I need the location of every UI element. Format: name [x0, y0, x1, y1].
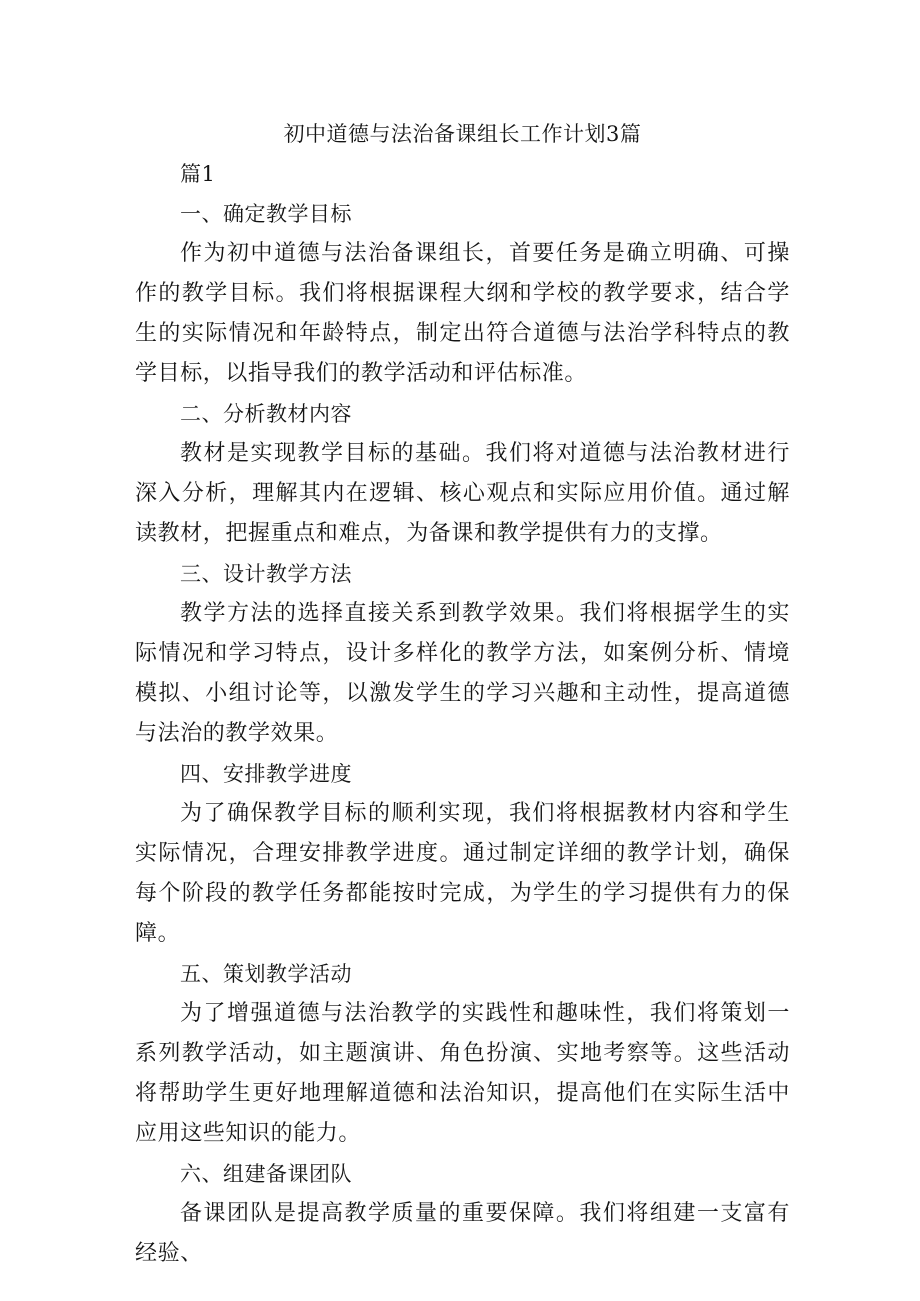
section-body-1: 作为初中道德与法治备课组长，首要任务是确立明确、可操作的教学目标。我们将根据课程大纲和学校的教学要求，结合学生的实际情况和年龄特点，制定出符合道德与法治学科特点的教学目标，以指导我们的教学活动和评估标准。 [135, 241, 790, 386]
section-heading-5: 五、策划教学活动 [180, 962, 352, 986]
document-content [135, 114, 790, 1274]
section-heading-4: 四、安排教学进度 [180, 762, 352, 786]
section-heading-2: 二、分析教材内容 [180, 402, 352, 426]
section-body-4: 为了确保教学目标的顺利实现，我们将根据教材内容和学生实际情况，合理安排教学进度。通过制定详细的教学计划，确保每个阶段的教学任务都能按时完成，为学生的学习提供有力的保障。 [135, 801, 790, 946]
section-body-3: 教学方法的选择直接关系到教学效果。我们将根据学生的实际情况和学习特点，设计多样化的教学方法，如案例分析、情境模拟、小组讨论等，以激发学生的学习兴趣和主动性，提高道德与法治的教学效果。 [135, 601, 790, 746]
part-label: 篇1 [180, 162, 216, 186]
section-heading-1: 一、确定教学目标 [180, 202, 352, 226]
section-body-6: 备课团队是提高教学质量的重要保障。我们将组建一支富有经验、 [135, 1201, 790, 1266]
section-heading-6: 六、组建备课团队 [180, 1162, 352, 1186]
section-body-2: 教材是实现教学目标的基础。我们将对道德与法治教材进行深入分析，理解其内在逻辑、核心观点和实际应用价值。通过解读教材，把握重点和难点，为备课和教学提供有力的支撑。 [135, 441, 790, 546]
section-heading-3: 三、设计教学方法 [180, 562, 352, 586]
document-title: 初中道德与法治备课组长工作计划3篇 [283, 122, 642, 146]
section-body-5: 为了增强道德与法治教学的实践性和趣味性，我们将策划一系列教学活动，如主题演讲、角色扮演、实地考察等。这些活动将帮助学生更好地理解道德和法治知识，提高他们在实际生活中应用这些知识的能力。 [135, 1001, 790, 1146]
